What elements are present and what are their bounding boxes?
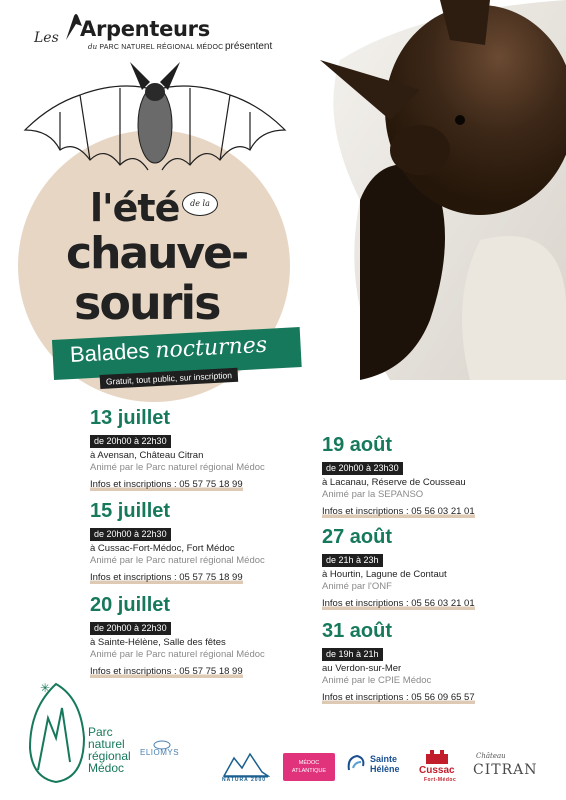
bat-illustration <box>20 60 290 175</box>
event-info: Infos et inscriptions : 05 57 75 18 99 <box>90 479 243 490</box>
medoc-line1: MÉDOC <box>298 760 320 766</box>
event-place: à Sainte-Hélène, Salle des fêtes <box>90 637 226 648</box>
header-parc-name: PARC NATUREL RÉGIONAL MÉDOC <box>99 44 224 51</box>
title-chauve: chauve- <box>66 228 248 279</box>
banner-bold: Balades <box>69 337 151 367</box>
header-parc <box>88 43 223 51</box>
partner-cussac-sub: Fort-Médoc <box>424 777 457 783</box>
event-organizer: Animé par le CPIE Médoc <box>322 675 432 686</box>
bat-photo <box>300 0 566 380</box>
event-organizer: Animé par l'ONF <box>322 581 392 592</box>
header-presentent: présentent <box>225 41 273 52</box>
medoc-line2: ATLANTIQUE <box>291 768 327 774</box>
event-info: Infos et inscriptions : 05 57 75 18 99 <box>90 572 243 583</box>
parc-line: Parc <box>88 725 113 739</box>
event-date: 20 juillet <box>90 594 171 616</box>
sh-line2: Hélène <box>370 764 400 774</box>
title-dela: de la <box>182 192 218 216</box>
parc-logo-mark <box>26 678 86 784</box>
event-card <box>90 500 265 585</box>
partner-eliomys: ELIOMYS <box>140 748 180 757</box>
event-place: au Verdon-sur-Mer <box>322 663 402 674</box>
event-info: Infos et inscriptions : 05 56 03 21 01 <box>322 506 475 517</box>
title-souris: souris <box>74 276 220 330</box>
event-organizer: Animé par le Parc naturel régional Médoc <box>90 462 265 473</box>
tagline: Gratuit, tout public, sur inscription <box>100 368 239 389</box>
parc-logo-text <box>88 726 131 774</box>
event-card <box>322 434 475 519</box>
event-organizer: Animé par le Parc naturel régional Médoc <box>90 649 265 660</box>
event-card <box>90 407 265 492</box>
event-organizer: Animé par la SEPANSO <box>322 489 424 500</box>
event-place: à Hourtin, Lagune de Contaut <box>322 569 447 580</box>
event-info: Infos et inscriptions : 05 56 03 21 01 <box>322 598 475 609</box>
event-date: 19 août <box>322 434 393 456</box>
event-card <box>322 620 475 705</box>
event-place: à Avensan, Château Citran <box>90 450 204 461</box>
sainte-helene-icon <box>345 752 367 774</box>
parc-line: Médoc <box>88 761 125 775</box>
event-time: de 20h00 à 23h30 <box>322 462 403 475</box>
parc-line: naturel <box>88 737 125 751</box>
event-organizer: Animé par le Parc naturel régional Médoc <box>90 555 265 566</box>
event-time: de 20h00 à 22h30 <box>90 528 171 541</box>
event-date: 15 juillet <box>90 500 171 522</box>
partner-citran-chateau: Château <box>476 752 506 760</box>
sh-line1: Sainte <box>370 754 398 764</box>
header-du: du <box>88 43 98 51</box>
event-place: à Lacanau, Réserve de Cousseau <box>322 477 466 488</box>
event-time: de 20h00 à 22h30 <box>90 622 171 635</box>
partner-cussac: Cussac <box>419 765 455 776</box>
cussac-fort-icon <box>424 748 450 764</box>
header-brand: Arpenteurs <box>80 17 210 41</box>
event-date: 27 août <box>322 526 393 548</box>
event-date: 31 août <box>322 620 393 642</box>
partner-medoc-atlantique <box>283 753 335 781</box>
event-card <box>322 526 475 611</box>
title-lete: l'été <box>90 186 180 230</box>
banner-italic: nocturnes <box>154 332 268 364</box>
event-info: Infos et inscriptions : 05 57 75 18 99 <box>90 666 243 677</box>
event-card <box>90 594 265 679</box>
event-time: de 19h à 21h <box>322 648 383 661</box>
partner-natura2000: NATURA 2000 <box>222 777 267 783</box>
event-time: de 21h à 23h <box>322 554 383 567</box>
parc-line: régional <box>88 749 131 763</box>
event-date: 13 juillet <box>90 407 171 429</box>
header-les: Les <box>34 30 59 46</box>
event-place: à Cussac-Fort-Médoc, Fort Médoc <box>90 543 235 554</box>
event-time: de 20h00 à 22h30 <box>90 435 171 448</box>
partner-sainte-helene <box>370 754 400 774</box>
svg-text:✳: ✳ <box>40 681 51 695</box>
partner-citran: CITRAN <box>473 762 538 778</box>
event-info: Infos et inscriptions : 05 56 09 65 57 <box>322 692 475 703</box>
